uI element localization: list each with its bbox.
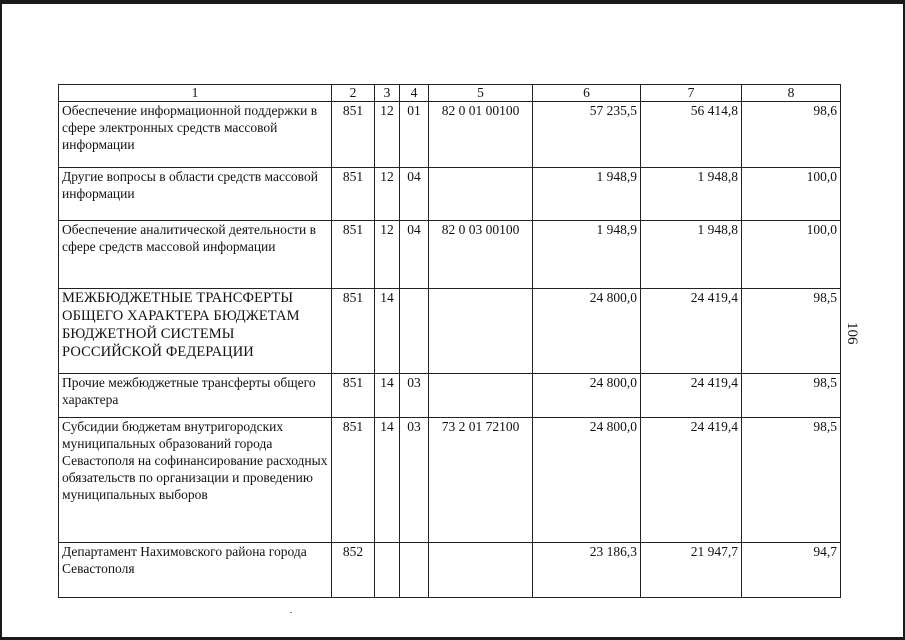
code-admin: 851 [332,221,375,289]
value-plan: 1 948,9 [533,221,641,289]
value-plan: 57 235,5 [533,102,641,168]
code-section: 14 [375,374,400,418]
header-row [59,85,841,102]
code-section: 12 [375,168,400,221]
value-percent: 100,0 [742,168,841,221]
item-name: Прочие межбюджетные трансферты общего характера [59,374,332,418]
value-actual: 24 419,4 [641,418,742,543]
item-name: Обеспечение информационной поддержки в сфере электронных средств массовой информации [59,102,332,168]
page-number: 106 [844,322,860,345]
item-name: Обеспечение аналитической деятельности в сфере средств массовой информации [59,221,332,289]
code-admin: 851 [332,289,375,374]
table-row [59,168,841,221]
code-target [429,289,533,374]
top-border-line [2,2,905,4]
item-name: Субсидии бюджетам внутригородских муниципальных образований города Севастополя на софинансирование расходных обязательств по организации и проведению муниципальных выборов [59,418,332,543]
header-cell: 1 [59,85,332,102]
value-actual: 1 948,8 [641,168,742,221]
code-section: 12 [375,102,400,168]
code-admin: 851 [332,102,375,168]
code-subsection: 04 [400,221,429,289]
value-plan: 1 948,9 [533,168,641,221]
code-subsection: 03 [400,374,429,418]
header-cell: 7 [641,85,742,102]
header-cell: 4 [400,85,429,102]
code-subsection: 01 [400,102,429,168]
value-percent: 98,6 [742,102,841,168]
header-cell: 2 [332,85,375,102]
code-subsection: 03 [400,418,429,543]
code-admin: 851 [332,418,375,543]
value-plan: 24 800,0 [533,418,641,543]
header-cell: 5 [429,85,533,102]
value-plan: 23 186,3 [533,543,641,598]
item-name: Департамент Нахимовского района города Севастополя [59,543,332,598]
value-plan: 24 800,0 [533,289,641,374]
code-section [375,543,400,598]
code-target: 73 2 01 72100 [429,418,533,543]
code-target [429,374,533,418]
table-row [59,221,841,289]
item-name: Другие вопросы в области средств массовой информации [59,168,332,221]
scan-speck [290,612,292,613]
value-percent: 98,5 [742,418,841,543]
header-cell: 3 [375,85,400,102]
value-percent: 94,7 [742,543,841,598]
value-percent: 98,5 [742,374,841,418]
budget-execution-table [58,84,841,598]
value-actual: 56 414,8 [641,102,742,168]
code-admin: 851 [332,374,375,418]
table-row [59,418,841,543]
code-section: 14 [375,418,400,543]
code-admin: 851 [332,168,375,221]
code-subsection: 04 [400,168,429,221]
table-row [59,289,841,374]
value-percent: 98,5 [742,289,841,374]
table-row [59,374,841,418]
table-row [59,543,841,598]
table-row [59,102,841,168]
value-actual: 24 419,4 [641,289,742,374]
code-section: 14 [375,289,400,374]
item-name: МЕЖБЮДЖЕТНЫЕ ТРАНСФЕРТЫ ОБЩЕГО ХАРАКТЕРА БЮДЖЕТАМ БЮДЖЕТНОЙ СИСТЕМЫ РОССИЙСКОЙ ФЕДЕРАЦИИ [59,289,332,374]
code-target: 82 0 03 00100 [429,221,533,289]
code-section: 12 [375,221,400,289]
code-target [429,543,533,598]
header-cell: 8 [742,85,841,102]
header-cell: 6 [533,85,641,102]
code-subsection [400,289,429,374]
value-actual: 21 947,7 [641,543,742,598]
value-plan: 24 800,0 [533,374,641,418]
value-actual: 1 948,8 [641,221,742,289]
code-target: 82 0 01 00100 [429,102,533,168]
code-target [429,168,533,221]
code-admin: 852 [332,543,375,598]
value-percent: 100,0 [742,221,841,289]
value-actual: 24 419,4 [641,374,742,418]
code-subsection [400,543,429,598]
